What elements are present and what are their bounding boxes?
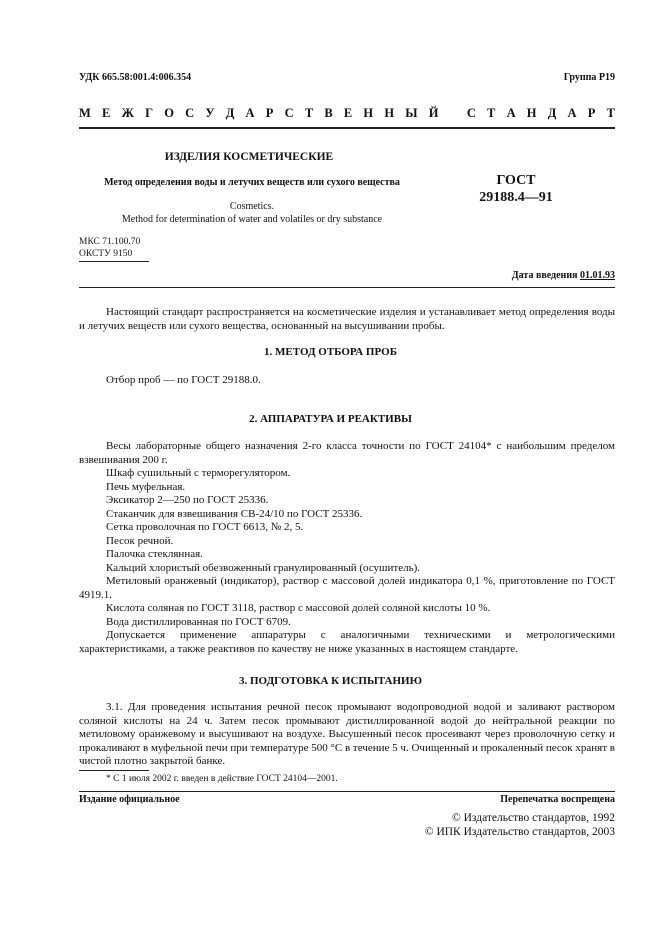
banner-letter: Ы <box>405 106 418 120</box>
list-item: Печь муфельная. <box>106 480 186 493</box>
banner-letter: А <box>506 106 516 120</box>
section-2-list <box>79 440 615 656</box>
banner-letter: Н <box>384 106 395 120</box>
footnote: * С 1 июля 2002 г. введен в действие ГОСТ 24104—2001. <box>106 774 338 784</box>
list-item: Сетка проволочная по ГОСТ 6613, № 2, 5. <box>106 521 304 533</box>
udk-code: УДК 665.58:001.4:006.354 <box>79 72 192 83</box>
list-item: Песок речной. <box>106 534 174 547</box>
copyright-2003: © ИПК Издательство стандартов, 2003 <box>424 826 615 838</box>
banner-letter: Й <box>428 106 439 120</box>
banner-letter: Н <box>526 106 537 120</box>
list-item: Эксикатор 2—250 по ГОСТ 25336. <box>106 494 269 506</box>
banner-letter: Е <box>343 106 353 120</box>
section-3-title: 3. ПОДГОТОВКА К ИСПЫТАНИЮ <box>239 675 422 687</box>
banner-letter: Ж <box>121 106 134 120</box>
list-item: Допускается применение аппаратуры с аналогичными техническими и метрологическими характеристиками, а также реактивов по качеству не ниже указанных в настоящем стандарте. <box>79 629 615 655</box>
banner-letter: Р <box>265 106 274 120</box>
official-edition: Издание официальное <box>79 794 180 805</box>
list-item: Вода дистиллированная по ГОСТ 6709. <box>106 615 291 628</box>
standard-banner <box>79 106 615 121</box>
gost-number: 29188.4—91 <box>479 190 553 205</box>
banner-letter: Р <box>587 106 596 120</box>
banner-letter: А <box>567 106 577 120</box>
banner-letter: С <box>284 106 294 120</box>
list-item: Кислота соляная по ГОСТ 3118, раствор с массовой долей соляной кислоты 10 %. <box>106 602 491 614</box>
intro-date-value: 01.01.93 <box>580 270 615 281</box>
list-item: Весы лабораторные общего назначения 2-го класса точности по ГОСТ 24104* с наибольшим пределом взвешивания 200 г. <box>79 440 615 466</box>
okstu-code: ОКСТУ 9150 <box>79 249 133 259</box>
date-rule <box>79 287 615 288</box>
banner-letter: О <box>164 106 174 120</box>
list-item: Стаканчик для взвешивания СВ-24/10 по ГОСТ 25336. <box>106 507 363 520</box>
group-code: Группа Р19 <box>563 72 615 83</box>
gost-label: ГОСТ <box>496 173 536 188</box>
banner-letter: С <box>185 106 195 120</box>
codes-rule <box>79 261 149 262</box>
banner-letter: Е <box>102 106 111 120</box>
banner-letter: М <box>79 106 91 120</box>
footer-rule <box>79 791 615 792</box>
banner-letter: Г <box>145 106 154 120</box>
intro-date-label: Дата введения <box>511 270 578 281</box>
section-3-text: 3.1. Для проведения испытания речной песок промывают водопроводной водой и заливают раствором соляной кислоты на 24 ч. Затем песок промывают дистиллированной водой до нейтральной реакции по метиловому оранжевому и высушивают на воздухе. Высушенный песок просеивают через проволочную сетку и прокаливают в муфельной печи при температуре 500 °С в течение 5 ч. Очищенный и прокаленный песок хранят в чистой плотно закрытой банке. <box>79 701 615 767</box>
banner-letter: А <box>245 106 255 120</box>
footnote-rule <box>79 770 149 771</box>
section-1-title: 1. МЕТОД ОТБОРА ПРОБ <box>264 346 397 358</box>
title-ru-main: ИЗДЕЛИЯ КОСМЕТИЧЕСКИЕ <box>164 151 334 163</box>
banner-letter: Д <box>225 106 235 120</box>
list-item: Метиловый оранжевый (индикатор), раствор с массовой долей индикатора 0,1 %, приготовление по ГОСТ 4919.1. <box>79 575 615 601</box>
banner-letter: Д <box>547 106 557 120</box>
mks-code: МКС 71.100.70 <box>79 237 141 247</box>
banner-letter: Т <box>304 106 314 120</box>
title-en-sub: Method for determination of water and volatiles or dry substance <box>121 214 383 225</box>
list-item: Кальций хлористый обезвоженный гранулированный (осушитель). <box>106 561 421 574</box>
banner-letter: Н <box>363 106 374 120</box>
section-1-text: Отбор проб — по ГОСТ 29188.0. <box>106 374 261 386</box>
banner-letter: У <box>205 106 215 120</box>
reprint-prohibited: Перепечатка воспрещена <box>500 794 615 805</box>
intro-date <box>512 270 615 281</box>
title-ru-sub: Метод определения воды и летучих веществ или сухого вещества <box>104 177 400 188</box>
banner-letter: С <box>466 106 476 120</box>
list-item: Палочка стеклянная. <box>106 548 203 560</box>
title-en-main: Cosmetics. <box>229 201 275 212</box>
banner-letter: Т <box>606 106 615 120</box>
intro-paragraph: Настоящий стандарт распространяется на косметические изделия и устанавливает метод определения воды и летучих веществ или сухого вещества, основанный на высушивании пробы. <box>79 306 615 332</box>
banner-letter: Т <box>487 106 496 120</box>
list-item: Шкаф сушильный с терморегулятором. <box>106 467 291 479</box>
banner-letter: В <box>324 106 333 120</box>
banner-rule <box>79 127 615 129</box>
section-2-title: 2. АППАРАТУРА И РЕАКТИВЫ <box>249 413 412 425</box>
copyright-1992: © Издательство стандартов, 1992 <box>451 812 615 824</box>
